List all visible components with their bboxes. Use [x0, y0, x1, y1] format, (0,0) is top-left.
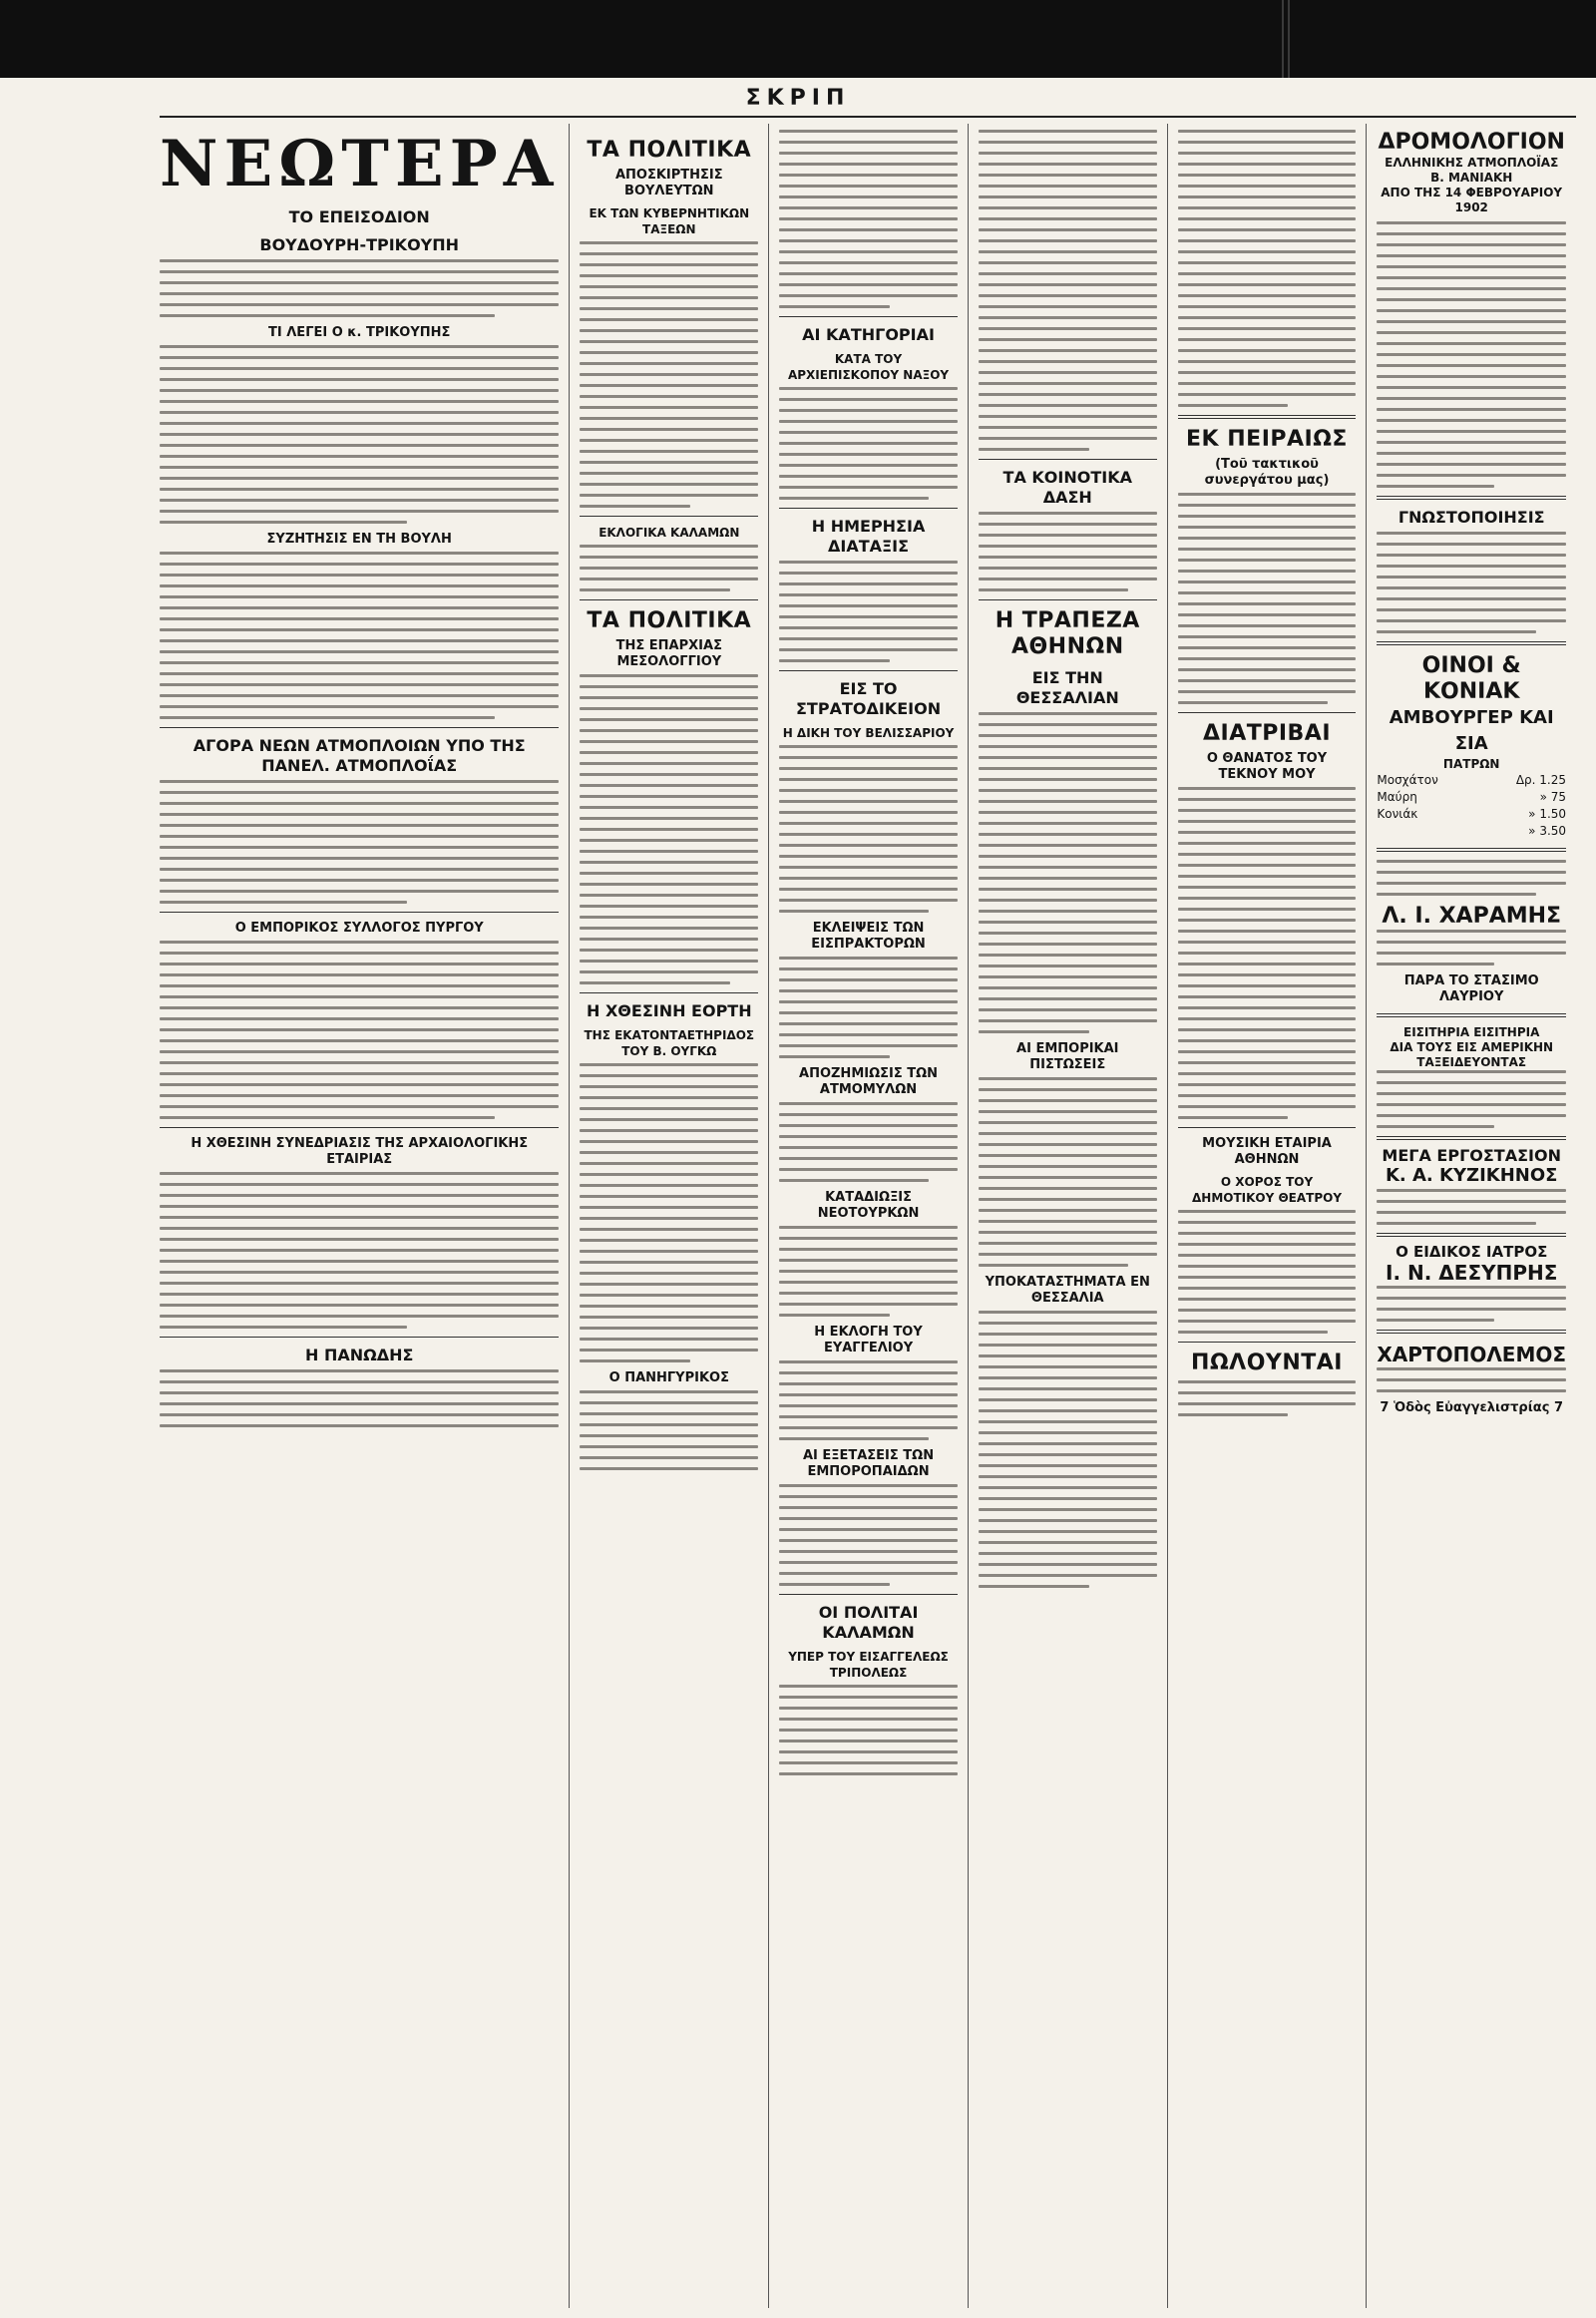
ad-body	[1377, 1070, 1566, 1128]
article-body	[779, 745, 958, 913]
article-subheading: ΑΙ ΕΜΠΟΡΙΚΑΙ ΠΙΣΤΩΣΕΙΣ	[1016, 1041, 1119, 1072]
article-subheading: Ο ΘΑΝΑΤΟΣ ΤΟΥ ΤΕΚΝΟΥ ΜΟΥ	[1206, 751, 1328, 782]
article-heading: ΑΙ ΚΑΤΗΓΟΡΙΑΙ	[802, 325, 935, 344]
ad-heading: ΓΝΩΣΤΟΠΟΙΗΣΙΣ	[1397, 508, 1545, 527]
article-heading: ΕΚ ΠΕΙΡΑΙΩΣ	[1186, 427, 1348, 452]
article-body	[580, 1390, 758, 1470]
article-body	[1178, 787, 1357, 1119]
article-heading: ΑΠΟΣΚΙΡΤΗΣΙΣ ΒΟΥΛΕΥΤΩΝ	[614, 168, 723, 198]
article-body	[160, 780, 559, 904]
ad-address: 7 Ὁδὸς Εὐαγγελιστρίας 7	[1380, 1400, 1564, 1415]
ad-subheading: ΠΑΡΑ ΤΟ ΣΤΑΣΙΜΟ ΛΑΥΡΙΟΥ	[1403, 973, 1539, 1004]
article-body	[779, 561, 958, 662]
article-body	[160, 941, 559, 1119]
price-row: Κονιάκ » 1.50	[1377, 807, 1567, 821]
ad-body	[1377, 1189, 1566, 1225]
article-subheading: ΕΚ ΤΩΝ ΚΥΒΕΡΝΗΤΙΚΩΝ ΤΑΞΕΩΝ	[589, 206, 750, 236]
column-6	[1367, 124, 1576, 2308]
ad-subheading: ΠΑΤΡΩΝ	[1442, 757, 1500, 771]
ad-heading: ΜΕΓΑ ΕΡΓΟΣΤΑΣΙΟΝ	[1382, 1146, 1561, 1165]
article-heading: ΑΓΟΡΑ ΝΕΩΝ ΑΤΜΟΠΛΟΙΩΝ ΥΠΟ ΤΗΣ ΠΑΝΕΛ. ΑΤΜΟΠΛΟΐΑΣ	[193, 736, 526, 775]
article-heading: Η ΧΘΕΣΙΝΗ ΕΟΡΤΗ	[586, 1001, 752, 1020]
article-body	[779, 130, 958, 308]
price-row: » 3.50	[1528, 824, 1567, 838]
article-heading: ΤΑ ΠΟΛΙΤΙΚΑ	[587, 138, 752, 163]
masthead: ΣΚΡΙΠ	[745, 86, 851, 111]
price-row: Μοσχάτον Δρ. 1.25	[1377, 773, 1567, 787]
article-heading: ΕΚΛΕΙΨΕΙΣ ΤΩΝ ΕΙΣΠΡΑΚΤΟΡΩΝ	[811, 921, 926, 952]
article-heading: Ο ΕΜΠΟΡΙΚΟΣ ΣΥΛΛΟΓΟΣ ΠΥΡΓΟΥ	[234, 921, 484, 936]
ad-heading: ΔΡΟΜΟΛΟΓΙΟΝ	[1378, 130, 1565, 155]
section-title: ΝΕΩΤΕΡΑ	[160, 127, 560, 201]
article-body	[779, 387, 958, 500]
scan-border-top	[0, 0, 1596, 78]
ad-body	[1377, 532, 1566, 633]
article-body	[979, 1311, 1157, 1588]
article-heading: ΚΑΤΑΔΙΩΞΙΣ ΝΕΟΤΟΥΡΚΩΝ	[817, 1190, 920, 1221]
article-body	[779, 957, 958, 1058]
article-body	[779, 1226, 958, 1317]
price-row: Μαύρη » 75	[1377, 790, 1567, 804]
article-body	[160, 259, 559, 317]
article-heading: Η ΗΜΕΡΗΣΙΑ ΔΙΑΤΑΞΙΣ	[811, 517, 926, 556]
article-body	[580, 674, 758, 984]
article-heading: ΒΟΥΔΟΥΡΗ-ΤΡΙΚΟΥΠΗ	[259, 235, 460, 254]
article-heading: ΟΙ ΠΟΛΙΤΑΙ ΚΑΛΑΜΩΝ	[818, 1603, 919, 1642]
article-body	[979, 512, 1157, 591]
article-body	[979, 1077, 1157, 1267]
article-heading: ΤΑ ΚΟΙΝΟΤΙΚΑ ΔΑΣΗ	[1002, 468, 1132, 507]
article-subheading: ΥΠΟΚΑΤΑΣΤΗΜΑΤΑ ΕΝ ΘΕΣΣΑΛΙΑ	[985, 1275, 1150, 1306]
ad-heading: Λ. Ι. ΧΑΡΑΜΗΣ	[1382, 904, 1562, 929]
article-body	[580, 241, 758, 508]
ad-heading: ΟΙΝΟΙ & ΚΟΝΙΑΚ	[1421, 653, 1521, 704]
article-heading: Η ΕΚΛΟΓΗ ΤΟΥ ΕΥΑΓΓΕΛΙΟΥ	[814, 1325, 923, 1355]
article-body	[779, 1685, 958, 1775]
article-body	[779, 1102, 958, 1182]
ad-heading: Κ. Α. ΚΥΖΙΚΗΝΟΣ	[1385, 1165, 1558, 1186]
article-body	[580, 1063, 758, 1362]
ad-body	[1377, 930, 1566, 966]
article-body	[979, 712, 1157, 1033]
article-body	[1178, 1210, 1357, 1334]
article-subheading: ΣΥΖΗΤΗΣΙΣ ΕΝ ΤΗ ΒΟΥΛΗ	[266, 532, 452, 547]
article-heading: ΕΚΛΟΓΙΚΑ ΚΑΛΑΜΩΝ	[598, 526, 740, 540]
article-body	[1178, 493, 1357, 704]
article-body	[1178, 1380, 1357, 1416]
ad-subheading: ΔΙΑ ΤΟΥΣ ΕΙΣ ΑΜΕΡΙΚΗΝ ΤΑΞΕΙΔΕΥΟΝΤΑΣ	[1390, 1040, 1554, 1069]
ad-body	[1377, 1367, 1566, 1392]
article-subheading: ΤΗΣ ΕΠΑΡΧΙΑΣ ΜΕΣΟΛΟΓΓΙΟΥ	[615, 638, 722, 669]
ad-subheading: ΕΛΛΗΝΙΚΗΣ ΑΤΜΟΠΛΟΪΑΣ Β. ΜΑΝΙΑΚΗ	[1385, 156, 1559, 185]
article-heading: ΕΙΣ ΤΟ ΣΤΡΑΤΟΔΙΚΕΙΟΝ	[796, 679, 942, 718]
columns	[150, 124, 1576, 2308]
article-heading: Η ΤΡΑΠΕΖΑ ΑΘΗΝΩΝ	[995, 608, 1140, 659]
price-list	[1377, 772, 1566, 840]
ad-body	[1377, 860, 1566, 896]
article-heading: ΔΙΑΤΡΙΒΑΙ	[1202, 721, 1332, 746]
article-subheading: Η ΔΙΚΗ ΤΟΥ ΒΕΛΙΣΣΑΡΙΟΥ	[782, 726, 955, 740]
column-5	[1168, 124, 1368, 2308]
column-3	[769, 124, 969, 2308]
article-subheading: ΤΙ ΛΕΓΕΙ Ο κ. ΤΡΙΚΟΥΠΗΣ	[268, 325, 451, 340]
article-body	[1178, 130, 1357, 407]
ad-subheading: ΑΠΟ ΤΗΣ 14 ΦΕΒΡΟΥΑΡΙΟΥ 1902	[1381, 186, 1563, 214]
article-heading: ΕΙΣ ΤΗΝ ΘΕΣΣΑΛΙΑΝ	[1015, 668, 1119, 707]
ad-heading: ΑΜΒΟΥΡΓΕΡ ΚΑΙ ΣΙΑ	[1389, 707, 1554, 754]
article-subheading: Ο ΠΑΝΗΓΥΡΙΚΟΣ	[608, 1370, 729, 1385]
article-subheading: ΤΗΣ ΕΚΑΤΟΝΤΑΕΤΗΡΙΔΟΣ ΤΟΥ Β. ΟΥΓΚΩ	[584, 1028, 755, 1058]
article-heading: ΠΩΛΟΥΝΤΑΙ	[1191, 1351, 1343, 1375]
article-body	[160, 552, 559, 719]
article-heading: ΑΠΟΖΗΜΙΩΣΙΣ ΤΩΝ ΑΤΜΟΜΥΛΩΝ	[799, 1066, 939, 1097]
article-body	[160, 345, 559, 524]
article-heading: Η ΠΑΝΩΔΗΣ	[305, 1346, 414, 1364]
article-subheading: Ο ΧΟΡΟΣ ΤΟΥ ΔΗΜΟΤΙΚΟΥ ΘΕΑΤΡΟΥ	[1191, 1175, 1343, 1205]
column-2	[570, 124, 769, 2308]
column-1	[150, 124, 570, 2308]
ad-heading: Ι. Ν. ΔΕΣΥΠΡΗΣ	[1386, 1261, 1558, 1285]
masthead-rule	[160, 116, 1576, 118]
article-body	[979, 130, 1157, 451]
ad-heading: ΧΑΡΤΟΠΟΛΕΜΟΣ	[1377, 1343, 1567, 1366]
ad-body	[1377, 1286, 1566, 1322]
article-heading: ΜΟΥΣΙΚΗ ΕΤΑΙΡΙΑ ΑΘΗΝΩΝ	[1202, 1136, 1332, 1167]
article-subheading: ΥΠΕΡ ΤΟΥ ΕΙΣΑΓΓΕΛΕΩΣ ΤΡΙΠΟΛΕΩΣ	[788, 1650, 949, 1680]
ad-body	[1377, 221, 1566, 488]
column-4	[969, 124, 1168, 2308]
article-heading: ΤΑ ΠΟΛΙΤΙΚΑ	[587, 608, 752, 633]
article-heading: ΤΟ ΕΠΕΙΣΟΔΙΟΝ	[288, 207, 430, 226]
article-body	[160, 1172, 559, 1329]
ad-heading: ΕΙΣΙΤΗΡΙΑ ΕΙΣΙΤΗΡΙΑ	[1403, 1025, 1540, 1039]
ad-heading: Ο ΕΙΔΙΚΟΣ ΙΑΤΡΟΣ	[1396, 1243, 1548, 1261]
article-subheading: ΚΑΤΑ ΤΟΥ ΑΡΧΙΕΠΙΣΚΟΠΟΥ ΝΑΞΟΥ	[787, 352, 950, 382]
article-heading: ΑΙ ΕΞΕΤΑΣΕΙΣ ΤΩΝ ΕΜΠΟΡΟΠΑΙΔΩΝ	[802, 1448, 935, 1479]
article-body	[779, 1360, 958, 1440]
article-subheading: (Τοῦ τακτικοῦ συνεργάτου μας)	[1204, 457, 1330, 488]
article-body	[779, 1484, 958, 1586]
article-body	[160, 1369, 559, 1427]
article-body	[580, 545, 758, 591]
article-heading: Η ΧΘΕΣΙΝΗ ΣΥΝΕΔΡΙΑΣΙΣ ΤΗΣ ΑΡΧΑΙΟΛΟΓΙΚΗΣ ΕΤΑΙΡΙΑΣ	[191, 1136, 529, 1167]
